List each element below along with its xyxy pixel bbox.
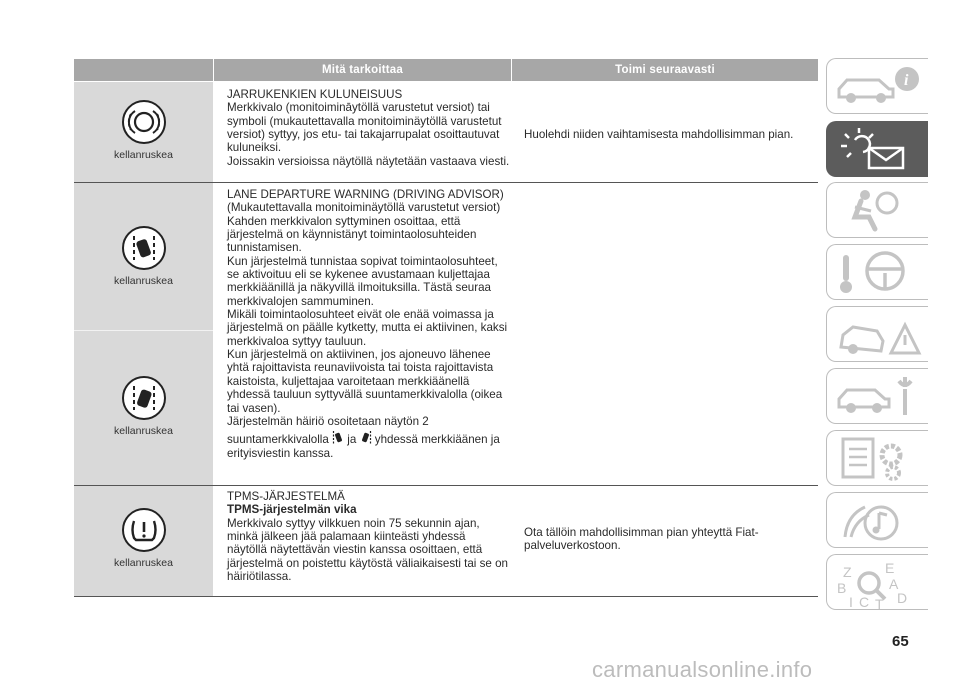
tab-starting-driving[interactable] [826,244,928,300]
car-crash-warning-icon [835,311,923,359]
tab-emergency[interactable] [826,306,928,362]
text-line: minkä jälkeen jää palamaan kiinteästi yhdessä [227,530,466,544]
tab-index[interactable] [826,554,928,610]
icon-color-label: kellanruskea [114,557,173,569]
inline-text: yhdessä merkkiäänen ja [374,433,500,447]
header-col2: Mitä tarkoittaa [214,59,511,81]
seat-airbag-icon [835,187,923,235]
index-letter: T [875,596,884,611]
text-line: Merkkivalo syttyy vilkkuen noin 75 sekunnin ajan, [227,516,480,530]
text-line: palveluverkostoon. [524,539,621,553]
text-line: merkkivalojen sammuminen. [227,294,374,308]
text-line-with-icons [227,430,517,446]
row2-description [227,188,517,460]
text-line: versiot) syttyy, jos etu- tai takajarrupalat osoittautuvat [227,128,500,142]
row-divider [74,596,818,597]
text-line: Mikäli toimintaolosuhteet eivät ole enää voimassa ja [227,308,494,322]
index-letter: Z [843,564,852,580]
text-line: merkkiäänillä ja näkyvillä ilmoituksilla. Tästä seuraa [227,281,491,295]
header-col3: Toimi seuraavasti [512,59,818,81]
icon-color-label: kellanruskea [114,149,173,161]
lane-departure-warning-icon [121,225,167,271]
specifications-gear-icon [835,435,923,483]
lane-departure-failure-icon-cell [74,375,213,437]
lane-departure-right-inline-icon [360,430,372,446]
text-line: järjestelmä on päälle kytketty, mutta ei aktiivinen, kaksi [227,321,508,335]
row3-subtitle: TPMS-järjestelmän vika [227,503,357,517]
svg-text:i: i [904,72,909,89]
text-line: (Mukautettavalla monitoiminäytöllä varustetut versiot) [227,201,501,215]
text-line: Kun järjestelmä tunnistaa sopivat toimintaolosuhteet, [227,254,498,268]
index-magnifier-icon [835,559,923,611]
text-line: Merkkivalo (monitoimināytöllä varustetut versiot) tai [227,101,490,115]
row-divider [74,330,213,331]
text-line: tai vasen). [227,401,281,415]
page-number: 65 [892,633,909,650]
lane-departure-failure-icon [121,375,167,421]
inline-text: ja [347,433,357,447]
text-line: näytöllä näytettävän viestin kanssa osoittaen, että [227,543,483,557]
text-line: Huolehdi niiden vaihtamisesta mahdollisimman pian. [524,128,794,141]
warning-light-message-icon [835,126,923,174]
index-letter: D [897,590,908,606]
header-col1 [74,59,213,81]
text-line: Kahden merkkivalon syttyminen osoittaa, että [227,214,461,228]
tab-multimedia[interactable] [826,492,928,548]
brake-pad-icon-cell [74,99,213,161]
brake-pad-wear-icon [121,99,167,145]
text-line: Joissakin versioissa näytöllä näytetään vastaava viesti. [227,154,510,168]
text-line: kaistoista, kuljettajaa varoitetaan merkkiäänellä [227,374,470,388]
text-line: järjestelmä on poistettu käytöstä väliaikaisesti tai se on [227,556,508,570]
text-line: Kun järjestelmä on aktiivinen, jos ajoneuvo lähenee [227,348,491,362]
text-line: yhtä rajoittavista reunaviivoista tai toista rajoittavista [227,361,494,375]
inline-text: suuntamerkkivalolla [227,433,329,447]
row2-title: LANE DEPARTURE WARNING (DRIVING ADVISOR) [227,188,504,201]
row-divider [74,485,818,486]
icon-color-label: kellanruskea [114,275,173,287]
row3-title: TPMS-JÄRJESTELMÄ [227,490,345,503]
row1-action [524,128,814,141]
text-line: järjestelmä on käynnistänyt toimintaolosuhteiden [227,228,477,242]
text-line: merkkivaloa syttyy tauluun. [227,334,367,348]
tab-maintenance[interactable] [826,368,928,424]
text-line: se aktivoituu eli se kykenee avustamaan kuljettajaa [227,268,490,282]
row-divider [74,182,818,183]
text-line: yhdessä tauluun syttyvällä suuntamerkkivalolla (oikea [227,388,503,402]
row1-description [227,88,517,168]
tab-car-info[interactable] [826,58,928,114]
row1-title: JARRUKENKIEN KULUNEISUUS [227,88,403,101]
index-letter: C [859,594,870,610]
row3-description [227,490,517,583]
text-line: häiriötilassa. [227,570,292,584]
index-letter: B [837,580,847,596]
tpms-icon-cell [74,507,213,569]
tab-warning-lights[interactable] [826,121,928,177]
text-line: Järjestelmän häiriö osoitetaan näytön 2 [227,414,429,428]
multimedia-music-icon [835,497,923,545]
steering-wheel-key-icon [835,249,923,297]
icon-color-label: kellanruskea [114,425,173,437]
text-line: tunnistamisen. [227,241,302,255]
car-info-icon [835,63,923,111]
tab-technical-data[interactable] [826,430,928,486]
row3-action [524,526,814,553]
index-letter: A [889,576,899,592]
tpms-icon [121,507,167,553]
index-letter: E [885,560,895,576]
text-line: Ota tällöin mahdollisimman pian yhteyttä Fiat- [524,526,759,539]
lane-departure-icon-cell [74,225,213,287]
text-line: erityisviestin kanssa. [227,446,334,460]
car-wrench-icon [835,373,923,421]
tab-safety[interactable] [826,182,928,238]
lane-departure-left-inline-icon [332,430,344,446]
index-letter: I [849,594,853,610]
text-line: kuluneiksi. [227,141,282,155]
watermark: carmanualsonline.info [592,657,813,682]
text-line: symboli (mukautettavalla monitoiminäytöllä varustetut [227,114,502,128]
